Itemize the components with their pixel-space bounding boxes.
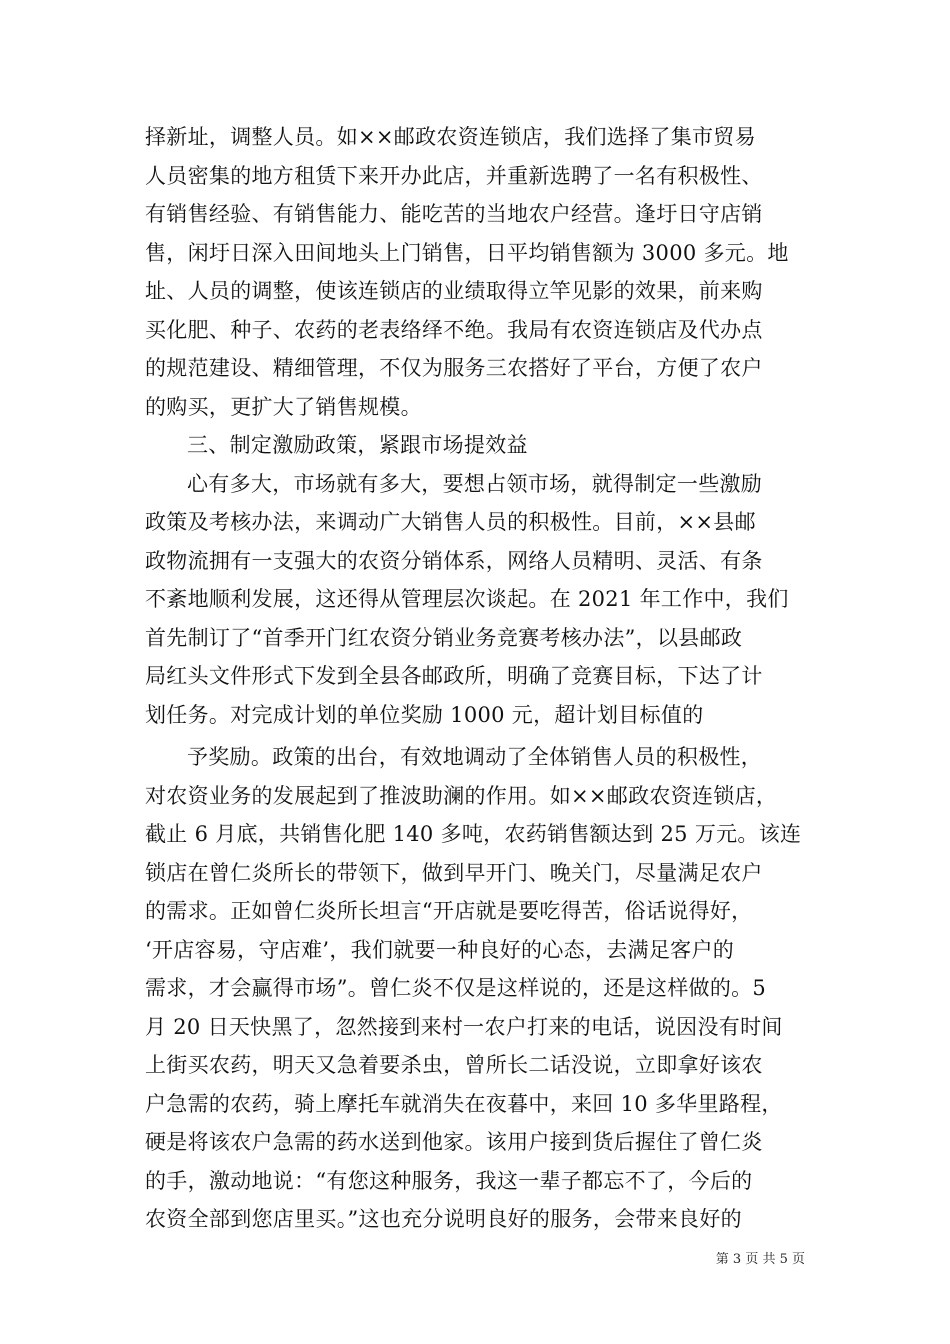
document-body	[145, 118, 810, 1239]
text-line: 户急需的农药，骑上摩托车就消失在夜暮中，来回 10 多华里路程，	[145, 1091, 783, 1116]
section-heading: 三、制定激励政策，紧跟市场提效益	[187, 433, 528, 457]
text-line: 的手，激动地说：“有您这种服务，我这一辈子都忘不了，今后的	[145, 1168, 753, 1193]
text-line: 农资全部到您店里买。”这也充分说明良好的服务，会带来良好的	[145, 1207, 742, 1231]
text-line: 的需求。正如曾仁炎所长坦言“开店就是要吃得苦，俗话说得好，	[145, 899, 753, 923]
text-line: 月 20 日天快黑了，忽然接到来村一农户打来的电话，说因没有时间	[145, 1014, 783, 1039]
text-line: 的购买，更扩大了销售规模。	[145, 394, 422, 419]
text-line: 政策及考核办法，来调动广大销售人员的积极性。目前，××县邮	[145, 510, 756, 534]
text-line: 有销售经验、有销售能力、能吃苦的当地农户经营。逢圩日守店销	[145, 202, 763, 226]
text-line: 买化肥、种子、农药的老表络绎不绝。我局有农资连锁店及代办点	[145, 317, 763, 342]
text-line: 对农资业务的发展起到了推波助澜的作用。如××邮政农资连锁店，	[145, 783, 778, 808]
text-line: 不紊地顺利发展，这还得从管理层次谈起。在 2021 年工作中，我们	[145, 587, 789, 611]
text-line: 截止 6 月底，共销售化肥 140 多吨，农药销售额达到 25 万元。该连	[145, 822, 802, 846]
text-line: 的规范建设、精细管理，不仅为服务三农搭好了平台，方便了农户	[145, 356, 763, 380]
text-line: 政物流拥有一支强大的农资分销体系，网络人员精明、灵活、有条	[145, 548, 763, 573]
text-line: 予奖励。政策的出台，有效地调动了全体销售人员的积极性，	[187, 745, 763, 769]
text-line: 售，闲圩日深入田间地头上门销售，日平均销售额为 3000 多元。地	[145, 240, 789, 265]
text-line: 需求，才会赢得市场”。曾仁炎不仅是这样说的，还是这样做的。5	[145, 976, 767, 1000]
text-line: ‘开店容易，守店难’，我们就要一种良好的心态，去满足客户的	[145, 937, 735, 962]
page-number: 第 3 页 共 5 页	[715, 1252, 805, 1267]
text-line: 锁店在曾仁炎所长的带领下，做到早开门、晚关门，尽量满足农户	[145, 860, 763, 885]
text-line: 首先制订了“首季开门红农资分销业务竞赛考核办法”，以县邮政	[145, 625, 743, 650]
text-line: 人员密集的地方租赁下来开办此店，并重新选聘了一名有积极性、	[145, 163, 763, 188]
text-line: 划任务。对完成计划的单位奖励 1000 元，超计划目标值的	[145, 702, 704, 727]
text-line: 硬是将该农户急需的药水送到他家。该用户接到货后握住了曾仁炎	[145, 1130, 763, 1154]
text-line: 择新址，调整人员。如××邮政农资连锁店，我们选择了集市贸易	[145, 125, 756, 149]
text-line: 心有多大，市场就有多大，要想占领市场，就得制定一些激励	[187, 471, 763, 496]
text-line: 址、人员的调整，使该连锁店的业绩取得立竿见影的效果，前来购	[145, 279, 763, 303]
text-line: 局红头文件形式下发到全县各邮政所，明确了竞赛目标，下达了计	[145, 664, 763, 688]
text-line: 上街买农药，明天又急着要杀虫，曾所长二话没说，立即拿好该农	[145, 1053, 763, 1077]
